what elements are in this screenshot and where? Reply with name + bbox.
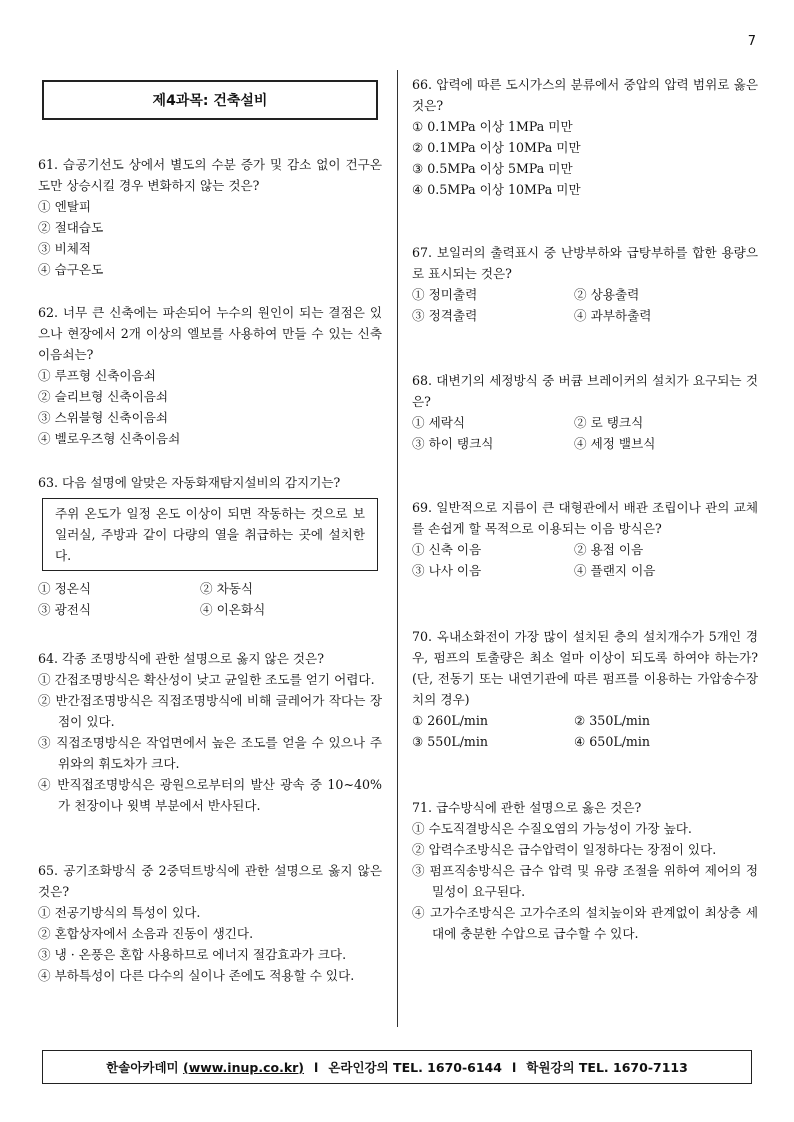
footer (42, 1050, 752, 1084)
question-64 (38, 648, 382, 816)
option: ③ 하이 탱크식 (412, 436, 494, 451)
option: ③ 0.5MPa 이상 5MPa 미만 (412, 161, 573, 176)
question-stem: 69. 일반적으로 지름이 큰 대형관에서 배관 조립이나 관의 교체를 손쉽게 할 목적으로 이용되는 이음 방식은? (412, 500, 758, 536)
section-title: 제4과목: 건축설비 (42, 80, 378, 120)
separator: l (314, 1059, 319, 1075)
page-number: 7 (747, 34, 756, 49)
question-65 (38, 860, 382, 986)
option: ④ 0.5MPa 이상 10MPa 미만 (412, 182, 581, 197)
option: ① 간접조명방식은 확산성이 낮고 균일한 조도를 얻기 어렵다. (38, 672, 375, 687)
separator: l (511, 1059, 517, 1075)
option: ② 혼합상자에서 소음과 진동이 생긴다. (38, 926, 254, 941)
question-68 (412, 370, 758, 454)
option: ② 압력수조방식은 급수압력이 일정하다는 장점이 있다. (412, 842, 717, 857)
option: ④ 세정 밸브식 (574, 436, 656, 451)
option: ④ 반직접조명방식은 광원으로부터의 발산 광속 중 10~40%가 천장이나 윗벽 부분에서 반사된다. (38, 777, 382, 813)
question-71 (412, 797, 758, 944)
option: ④ 부하특성이 다른 다수의 실이나 존에도 적용할 수 있다. (38, 968, 355, 983)
option: ② 350L/min (574, 713, 651, 728)
question-61 (38, 154, 382, 280)
option: ③ 직접조명방식은 작업면에서 높은 조도를 얻을 수 있으나 주위와의 휘도차가 크다. (38, 735, 382, 771)
option: ④ 습구온도 (38, 262, 104, 277)
option: ③ 광전식 (38, 602, 92, 617)
option: ③ 550L/min (412, 734, 489, 749)
option: ① 260L/min (412, 713, 489, 728)
option: ① 세락식 (412, 415, 466, 430)
option: ② 용접 이음 (574, 542, 644, 557)
option: ③ 비체적 (38, 241, 92, 256)
question-stem: 70. 옥내소화전이 가장 많이 설치된 층의 설치개수가 5개인 경우, 펌프의 토출량은 최소 얼마 이상이 되도록 하여야 하는가? (단, 전동기 또는 내연기관에 따른 펌프를 이용하는 가압송수장치의 경우) (412, 629, 758, 707)
question-stem: 61. 습공기선도 상에서 별도의 수분 증가 및 감소 없이 건구온도만 상승시킬 경우 변화하지 않는 것은? (38, 157, 382, 193)
option: ② 차동식 (200, 581, 254, 596)
online-contact: 온라인강의 TEL. 1670-6144 (328, 1060, 502, 1075)
question-stem: 71. 급수방식에 관한 설명으로 옳은 것은? (412, 800, 642, 815)
option: ④ 벨로우즈형 신축이음쇠 (38, 431, 181, 446)
website-link[interactable]: (www.inup.co.kr) (182, 1059, 305, 1075)
option: ④ 고가수조방식은 고가수조의 설치높이와 관계없이 최상층 세대에 충분한 수압으로 급수할 수 있다. (412, 905, 758, 941)
option: ③ 정격출력 (412, 308, 478, 323)
option: ③ 스위블형 신축이음쇠 (38, 410, 169, 425)
option: ② 0.1MPa 이상 10MPa 미만 (412, 140, 581, 155)
question-67 (412, 242, 758, 326)
option: ① 엔탈피 (38, 199, 92, 214)
question-stem: 65. 공기조화방식 중 2중덕트방식에 관한 설명으로 옳지 않은 것은? (38, 863, 382, 899)
question-66 (412, 74, 758, 200)
option: ① 루프형 신축이음쇠 (38, 368, 156, 383)
column-divider (397, 70, 398, 1027)
academy-name: 한솔아카데미 (106, 1060, 179, 1075)
option: ② 상용출력 (574, 287, 640, 302)
offline-contact: 학원강의 TEL. 1670-7113 (526, 1060, 688, 1075)
option: ② 슬리브형 신축이음쇠 (38, 389, 169, 404)
option: ③ 냉 · 온풍은 혼합 사용하므로 에너지 절감효과가 크다. (38, 947, 347, 962)
option: ② 반간접조명방식은 직접조명방식에 비해 글레어가 작다는 장점이 있다. (38, 693, 382, 729)
option: ③ 나사 이음 (412, 563, 482, 578)
description-box: 주위 온도가 일정 온도 이상이 되면 작동하는 것으로 보일러실, 주방과 같이 다량의 열을 취급하는 곳에 설치한다. (42, 498, 378, 571)
option: ④ 플랜지 이음 (574, 563, 656, 578)
option: ③ 펌프직송방식은 급수 압력 및 유량 조절을 위하여 제어의 정밀성이 요구된다. (412, 863, 758, 899)
question-stem: 62. 너무 큰 신축에는 파손되어 누수의 원인이 되는 결점은 있으나 현장에서 2개 이상의 엘보를 사용하여 만들 수 있는 신축이음쇠는? (38, 305, 382, 362)
question-stem: 66. 압력에 따른 도시가스의 분류에서 중압의 압력 범위로 옳은 것은? (412, 77, 758, 113)
option: ① 수도직결방식은 수질오염의 가능성이 가장 높다. (412, 821, 692, 836)
option: ① 전공기방식의 특성이 있다. (38, 905, 201, 920)
question-70 (412, 626, 758, 752)
option: ② 로 탱크식 (574, 415, 644, 430)
option: ① 정온식 (38, 581, 92, 596)
option: ② 절대습도 (38, 220, 104, 235)
question-stem: 64. 각종 조명방식에 관한 설명으로 옳지 않은 것은? (38, 651, 324, 666)
question-stem: 67. 보일러의 출력표시 중 난방부하와 급탕부하를 합한 용량으로 표시되는 것은? (412, 245, 758, 281)
question-62 (38, 302, 382, 449)
question-69 (412, 497, 758, 581)
question-stem: 68. 대변기의 세정방식 중 버큠 브레이커의 설치가 요구되는 것은? (412, 373, 758, 409)
option: ① 정미출력 (412, 287, 478, 302)
option: ④ 650L/min (574, 734, 651, 749)
option: ④ 이온화식 (200, 602, 266, 617)
option: ① 신축 이음 (412, 542, 482, 557)
question-63 (38, 472, 382, 620)
option: ① 0.1MPa 이상 1MPa 미만 (412, 119, 573, 134)
question-stem: 63. 다음 설명에 알맞은 자동화재탐지설비의 감지기는? (38, 475, 341, 490)
option: ④ 과부하출력 (574, 308, 652, 323)
